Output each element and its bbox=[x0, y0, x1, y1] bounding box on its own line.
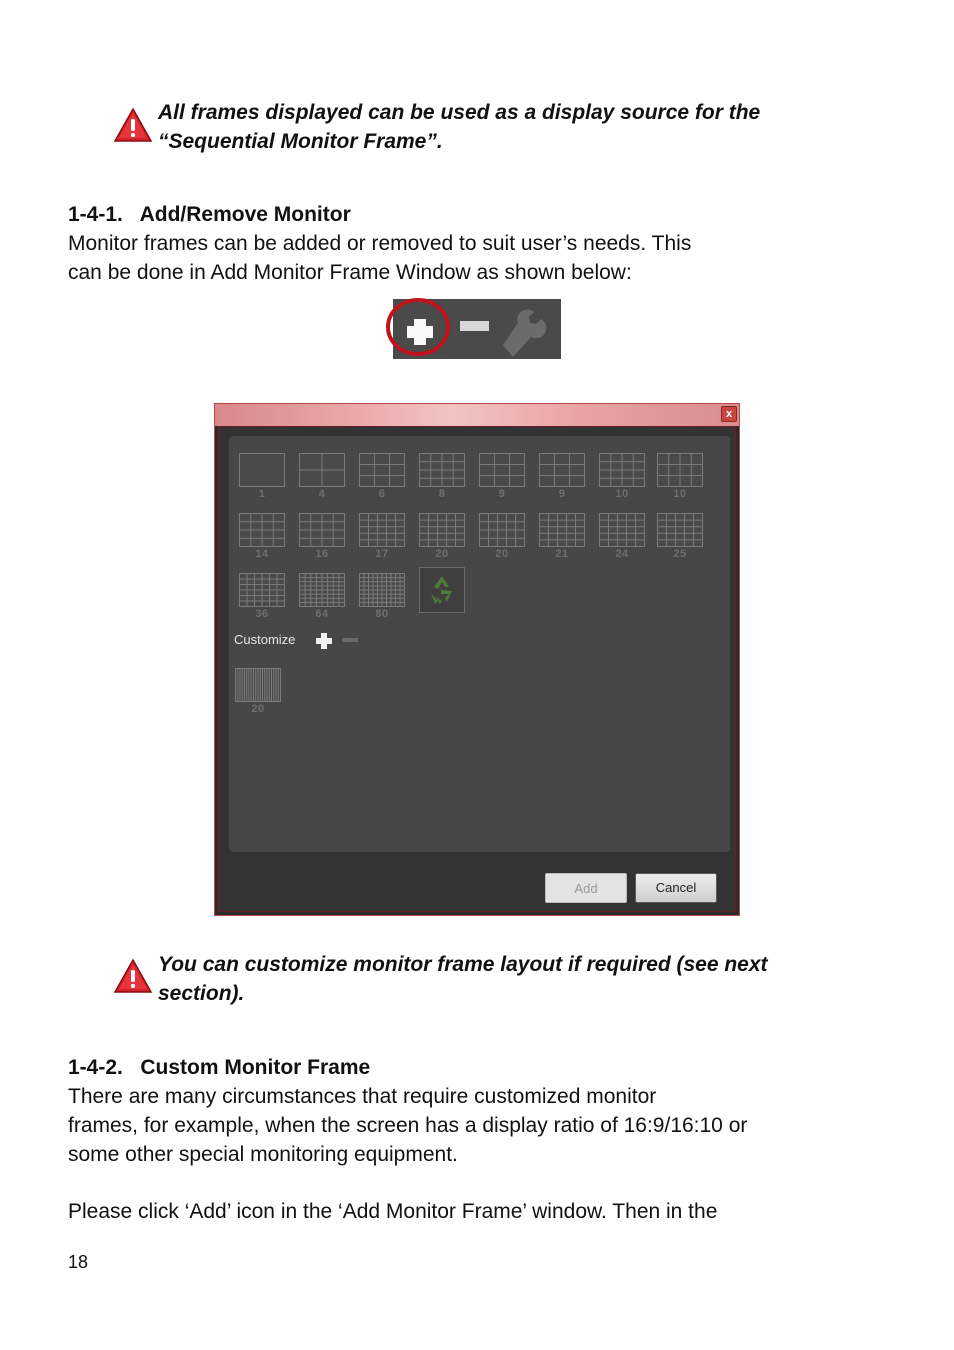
note-2-line-1: You can customize monitor frame layout if required (see next bbox=[158, 953, 768, 976]
window-titlebar bbox=[215, 404, 739, 426]
layout-tile[interactable] bbox=[657, 513, 703, 560]
highlight-circle bbox=[385, 297, 451, 357]
note-warning-1 bbox=[158, 98, 760, 156]
layout-grid-icon bbox=[299, 573, 345, 607]
layout-tile-label: 20 bbox=[435, 548, 449, 560]
minus-icon[interactable] bbox=[460, 321, 489, 331]
layout-grid-icon bbox=[239, 453, 285, 487]
layout-grid-icon bbox=[299, 513, 345, 547]
customize-label: Customize bbox=[234, 632, 296, 647]
note-2-line-2: section). bbox=[158, 982, 245, 1005]
layout-panel bbox=[229, 436, 730, 852]
layout-grid-icon bbox=[479, 513, 525, 547]
layout-tile[interactable] bbox=[239, 573, 285, 620]
layout-tile-label: 80 bbox=[375, 608, 389, 620]
layout-tile-label: 64 bbox=[315, 608, 329, 620]
customize-remove-icon[interactable] bbox=[341, 636, 359, 644]
close-button[interactable]: x bbox=[721, 406, 737, 422]
layout-tile[interactable] bbox=[419, 513, 465, 560]
layout-tile[interactable] bbox=[359, 453, 405, 500]
layout-tile[interactable] bbox=[539, 513, 585, 560]
section-heading-add-remove: 1-4-1. Add/Remove Monitor bbox=[68, 203, 351, 226]
layout-tile[interactable] bbox=[359, 573, 405, 620]
note-1-line-2: “Sequential Monitor Frame”. bbox=[158, 130, 443, 153]
add-button[interactable]: Add bbox=[545, 873, 627, 903]
layout-tile-label: 10 bbox=[615, 488, 629, 500]
paragraph-line: Monitor frames can be added or removed to suit user’s needs. This bbox=[68, 232, 692, 255]
layout-grid-icon bbox=[359, 573, 405, 607]
page-number: 18 bbox=[68, 1252, 89, 1272]
layout-tile-label: 24 bbox=[615, 548, 629, 560]
paragraph-line: There are many circumstances that require customized monitor bbox=[68, 1085, 657, 1108]
layout-tile[interactable] bbox=[235, 668, 281, 715]
paragraph-line: some other special monitoring equipment. bbox=[68, 1143, 458, 1166]
layout-tile[interactable] bbox=[299, 573, 345, 620]
layout-tile[interactable] bbox=[359, 513, 405, 560]
layout-tile[interactable] bbox=[657, 453, 703, 500]
layout-grid-icon bbox=[539, 513, 585, 547]
section-heading-custom-frame: 1-4-2. Custom Monitor Frame bbox=[68, 1056, 371, 1079]
layout-tile-label: 25 bbox=[673, 548, 687, 560]
note-warning-2 bbox=[158, 950, 768, 1008]
layout-tile-label: 17 bbox=[375, 548, 389, 560]
warning-icon bbox=[113, 958, 153, 994]
layout-tile-label: 8 bbox=[438, 488, 446, 500]
layout-grid-icon bbox=[539, 453, 585, 487]
layout-tile-label: 6 bbox=[378, 488, 386, 500]
paragraph-add-remove bbox=[68, 229, 691, 287]
layout-tile-label: 9 bbox=[558, 488, 566, 500]
layout-tile[interactable] bbox=[599, 513, 645, 560]
customize-add-icon[interactable] bbox=[315, 632, 333, 650]
layout-grid-icon bbox=[239, 513, 285, 547]
layout-tile-label: 14 bbox=[255, 548, 269, 560]
layout-grid-icon bbox=[359, 453, 405, 487]
layout-tile-label: 36 bbox=[255, 608, 269, 620]
layout-tile[interactable] bbox=[419, 453, 465, 500]
paragraph-add-instruction: Please click ‘Add’ icon in the ‘Add Monitor Frame’ window. Then in the bbox=[68, 1200, 718, 1223]
layout-tile-label: 20 bbox=[495, 548, 509, 560]
paragraph-custom-frame bbox=[68, 1082, 747, 1169]
layout-tile[interactable] bbox=[299, 513, 345, 560]
layout-tile[interactable] bbox=[239, 453, 285, 500]
layout-tile-label: 1 bbox=[258, 488, 266, 500]
layout-tile-label: 16 bbox=[315, 548, 329, 560]
warning-icon bbox=[113, 107, 153, 143]
recycle-tile[interactable] bbox=[419, 567, 465, 613]
layout-grid-icon bbox=[239, 573, 285, 607]
recycle-icon bbox=[419, 567, 465, 613]
layout-tile[interactable] bbox=[299, 453, 345, 500]
layout-grid-icon bbox=[599, 453, 645, 487]
add-monitor-frame-window bbox=[214, 403, 740, 916]
layout-tile-label: 4 bbox=[318, 488, 326, 500]
layout-grid-icon bbox=[657, 513, 703, 547]
window-body bbox=[218, 426, 736, 912]
layout-tile[interactable] bbox=[539, 453, 585, 500]
paragraph-line: can be done in Add Monitor Frame Window as shown below: bbox=[68, 261, 632, 284]
paragraph-line: frames, for example, when the screen has a display ratio of 16:9/16:10 or bbox=[68, 1114, 748, 1137]
layout-grid-icon bbox=[657, 453, 703, 487]
wrench-icon[interactable] bbox=[503, 309, 546, 357]
layout-grid-icon bbox=[479, 453, 525, 487]
layout-grid-icon bbox=[419, 453, 465, 487]
layout-grid-icon bbox=[359, 513, 405, 547]
layout-grid-icon bbox=[599, 513, 645, 547]
layout-tile-label: 21 bbox=[555, 548, 569, 560]
layout-tile-label: 10 bbox=[673, 488, 687, 500]
layout-tile[interactable] bbox=[479, 513, 525, 560]
layout-grid-icon bbox=[299, 453, 345, 487]
layout-tile[interactable] bbox=[239, 513, 285, 560]
layout-tile-label: 20 bbox=[251, 703, 265, 715]
note-1-line-1: All frames displayed can be used as a display source for the bbox=[158, 101, 761, 124]
toolbar-screenshot bbox=[393, 299, 561, 359]
layout-grid-icon bbox=[419, 513, 465, 547]
cancel-button[interactable]: Cancel bbox=[635, 873, 717, 903]
layout-grid-icon bbox=[235, 668, 281, 702]
layout-tile[interactable] bbox=[479, 453, 525, 500]
layout-tile[interactable] bbox=[599, 453, 645, 500]
layout-tile-label: 9 bbox=[498, 488, 506, 500]
